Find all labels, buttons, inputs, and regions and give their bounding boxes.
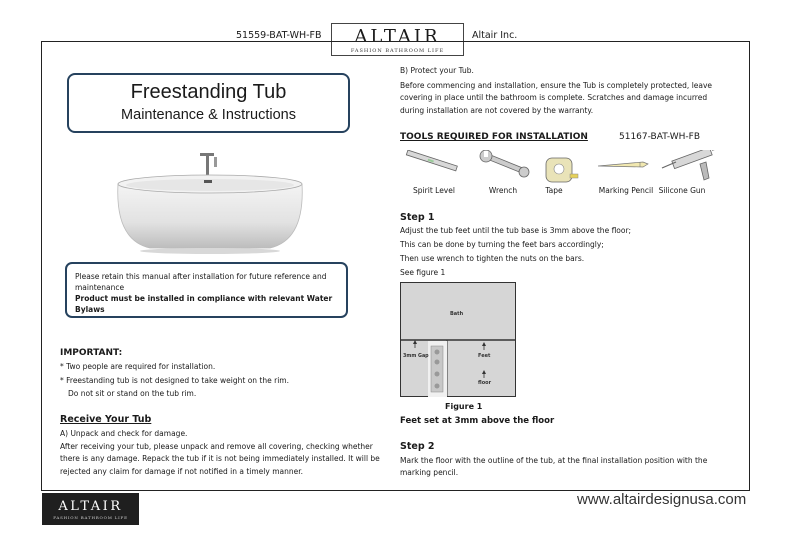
tool-label: Wrench	[488, 186, 518, 195]
footer-logo-brand: ALTAIR	[58, 499, 123, 514]
footer-logo-tagline: FASHION BATHROOM LIFE	[53, 515, 128, 520]
header-company: Altair Inc.	[472, 30, 518, 41]
header-logo-brand: ALTAIR	[354, 26, 441, 47]
receive-heading: Receive Your Tub	[60, 414, 152, 425]
figure-label-bath: Bath	[450, 311, 464, 317]
header-model-number: 51559-BAT-WH-FB	[236, 30, 322, 41]
important-heading: IMPORTANT:	[60, 348, 123, 358]
header-logo-tagline: FASHION BATHROOM LIFE	[350, 48, 445, 54]
step1-heading: Step 1	[400, 212, 435, 223]
figure-1-diagram	[400, 282, 516, 397]
tape-measure-icon	[546, 158, 578, 182]
tool-label: Tape	[545, 186, 563, 195]
retain-notice-box	[65, 262, 348, 318]
title-box	[67, 73, 350, 133]
important-item: Do not sit or stand on the tub rim.	[68, 389, 197, 398]
tool-label: Spirit Level	[413, 186, 455, 195]
tools-heading: TOOLS REQUIRED FOR INSTALLATION	[400, 132, 588, 142]
figure-caption: Figure 1	[445, 402, 483, 411]
figure-label-feet: Feet	[478, 353, 491, 359]
spirit-level-icon	[406, 150, 457, 171]
step1-line: Adjust the tub feet until the tub base is 3mm above the floor;	[400, 226, 632, 235]
protect-sub: B) Protect your Tub.	[400, 66, 474, 75]
tub-image	[110, 150, 310, 255]
tool-label: Silicone Gun	[658, 186, 706, 195]
step2-paragraph: Mark the floor with the outline of the tub, at the final installation position with the marking pencil.	[400, 456, 708, 478]
page-subtitle: Maintenance & Instructions	[121, 107, 296, 123]
important-item: * Two people are required for installation.	[60, 362, 216, 371]
figure-label-floor: floor	[478, 380, 492, 386]
marking-pencil-icon	[598, 162, 648, 167]
step1-line: Then use wrench to tighten the nuts on the bars.	[400, 254, 585, 263]
retain-notice-text: Please retain this manual after installation for future reference and maintenance	[75, 272, 327, 292]
figure-note: Feet set at 3mm above the floor	[400, 416, 555, 426]
step1-line: This can be done by turning the feet bars accordingly;	[400, 240, 604, 249]
receive-sub: A) Unpack and check for damage.	[60, 429, 188, 438]
silicone-gun-icon	[662, 150, 726, 180]
wrench-icon	[480, 150, 529, 177]
tool-label: Marking Pencil	[598, 186, 654, 195]
protect-paragraph: Before commencing and installation, ensure the Tub is completely protected, leave covering in place until the bathroom is complete. Scratches and damage incurred during installation are not covered by the warranty.	[400, 81, 713, 115]
step2-heading: Step 2	[400, 441, 435, 452]
tools-code: 51167-BAT-WH-FB	[619, 132, 701, 142]
footer-url[interactable]: www.altairdesignusa.com	[577, 491, 747, 508]
receive-paragraph: After receiving your tub, please unpack and remove all covering, checking whether there is any damage. Repack the tub if it is not being immediately installed. It will be rejected any claim for damage if not notified in a timely manner.	[60, 442, 380, 476]
page-title: Freestanding Tub	[130, 81, 287, 103]
figure-label-gap: 3mm Gap	[403, 354, 429, 359]
retain-notice-bold: Product must be installed in compliance with relevant Water Bylaws	[75, 294, 333, 314]
tools-icons	[400, 150, 735, 186]
important-item: * Freestanding tub is not designed to take weight on the rim.	[60, 376, 289, 385]
footer-logo	[42, 493, 139, 525]
step1-line: See figure 1	[400, 268, 446, 277]
